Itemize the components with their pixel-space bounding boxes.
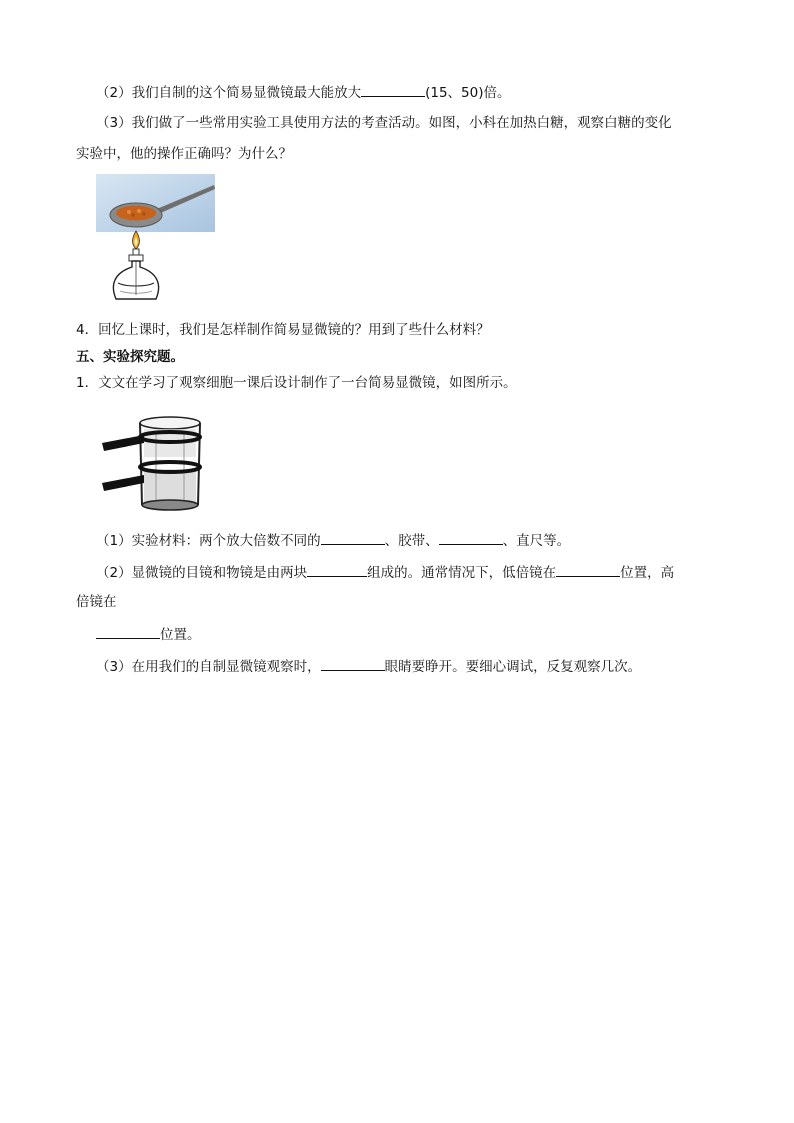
question-text: 组成的。通常情况下，低倍镜在: [367, 565, 557, 581]
answer-blank[interactable]: [361, 82, 425, 97]
question-text: 、直尺等。: [502, 533, 571, 549]
answer-blank[interactable]: [96, 624, 160, 639]
question-4-3-line1: （3）我们做了一些常用实验工具使用方法的考查活动。如图，小科在加热白糖，观察白糖的变化: [96, 115, 672, 131]
question-text: 眼睛要睁开。要细心调试，反复观察几次。: [384, 659, 642, 675]
question-5-1-2-line3: [96, 624, 201, 644]
question-text: （3）在用我们的自制显微镜观察时，: [96, 659, 321, 675]
question-text: （1）实验材料：两个放大倍数不同的: [96, 533, 321, 549]
question-4-4: 4．回忆上课时，我们是怎样制作简易显微镜的？用到了些什么材料？: [76, 322, 490, 338]
spoon-heating-sugar-illustration: [96, 173, 216, 308]
question-text: （2）显微镜的目镜和物镜是由两块: [96, 565, 308, 581]
answer-blank[interactable]: [439, 530, 503, 545]
question-5-1-3: [96, 656, 641, 676]
question-4-3-line2: 实验中，他的操作正确吗？为什么？: [76, 146, 292, 162]
homemade-microscope-illustration: [98, 413, 208, 511]
question-4-2: [96, 82, 510, 102]
question-5-1-2-line2: 倍镜在: [76, 594, 117, 610]
question-text: (15、50)倍。: [425, 85, 511, 101]
section-heading: 五、实验探究题。: [76, 349, 184, 365]
answer-blank[interactable]: [307, 562, 367, 577]
question-text: 、胶带、: [384, 533, 439, 549]
question-text: 位置，高: [620, 565, 675, 581]
question-5-1-2: [96, 562, 674, 582]
question-5-1-intro: 1．文文在学习了观察细胞一课后设计制作了一台简易显微镜，如图所示。: [76, 375, 517, 391]
question-text: 位置。: [160, 627, 201, 643]
question-text: （2）我们自制的这个简易显微镜最大能放大: [96, 85, 362, 101]
answer-blank[interactable]: [321, 530, 385, 545]
answer-blank[interactable]: [556, 562, 620, 577]
question-5-1-1: [96, 530, 570, 550]
answer-blank[interactable]: [321, 656, 385, 671]
